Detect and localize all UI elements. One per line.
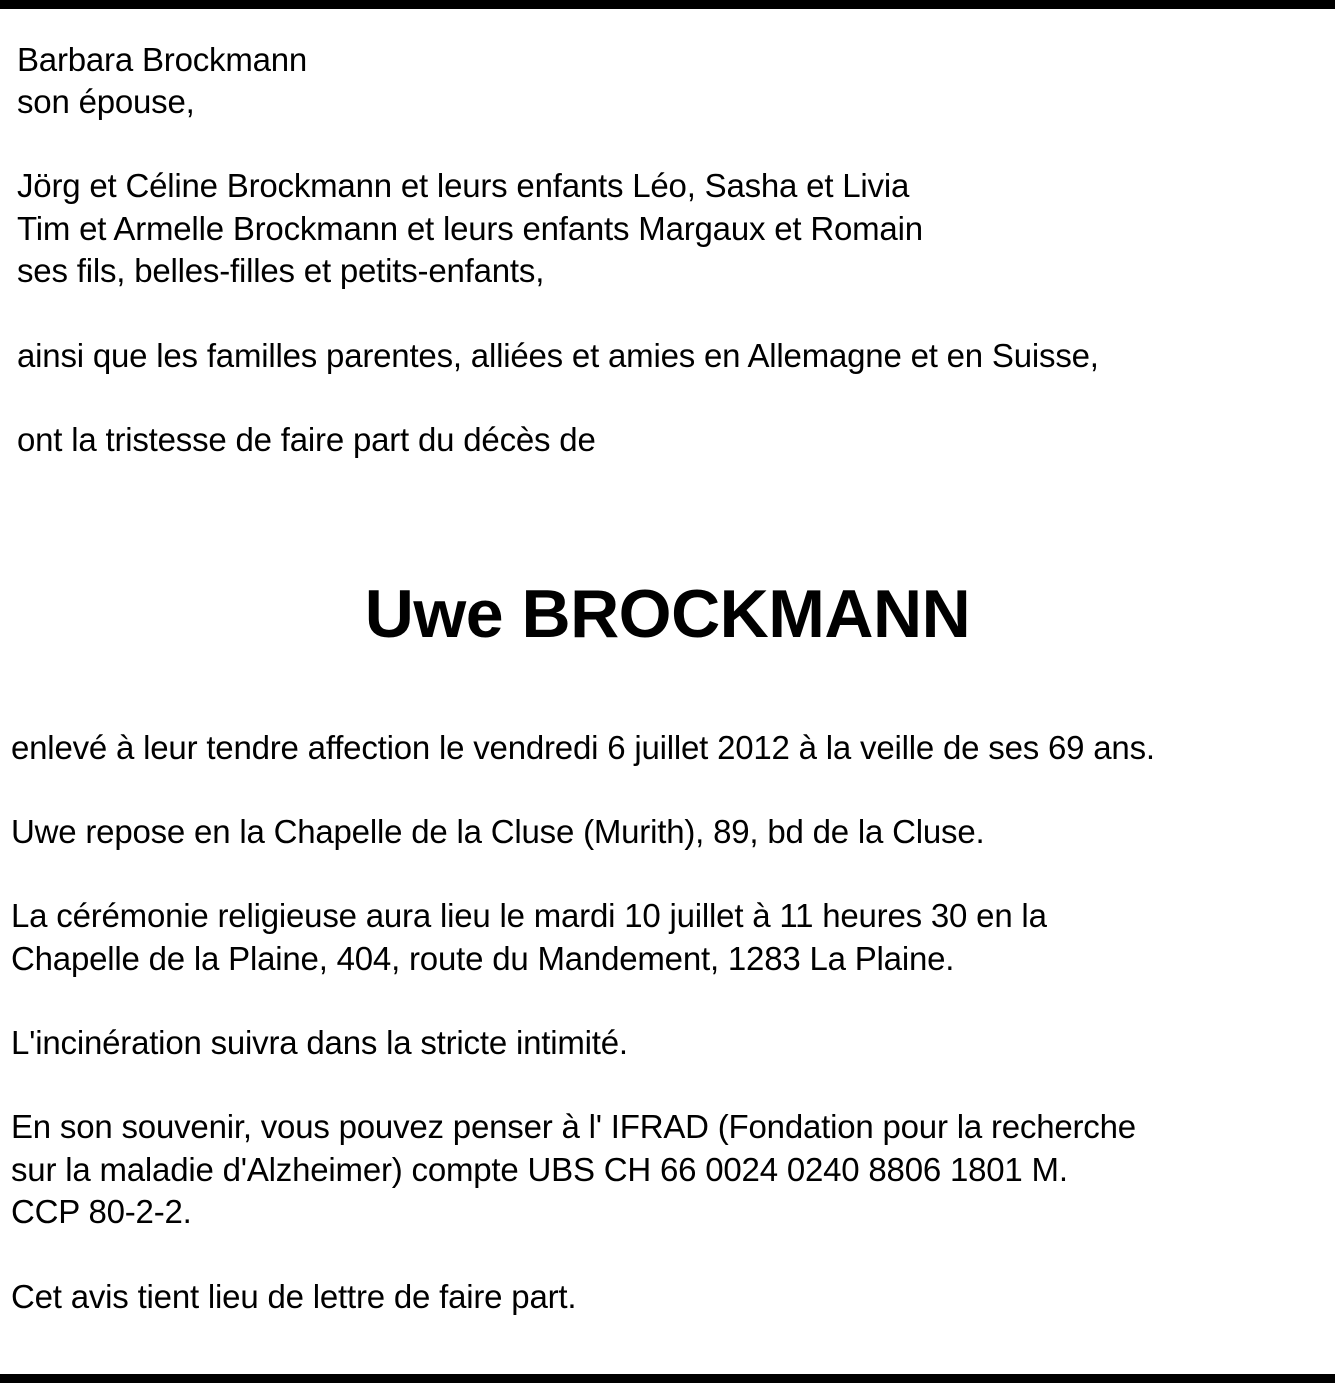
rest-line: Uwe repose en la Chapelle de la Cluse (Murith), 89, bd de la Cluse. bbox=[11, 813, 985, 850]
children-line: Jörg et Céline Brockmann et leurs enfants Léo, Sasha et Livia bbox=[17, 167, 910, 204]
cremation-line: L'incinération suivra dans la stricte intimité. bbox=[11, 1024, 628, 1061]
donation-line: En son souvenir, vous pouvez penser à l' IFRAD (Fondation pour la recherche bbox=[11, 1108, 1136, 1145]
deceased-name: Uwe BROCKMANN bbox=[364, 576, 971, 652]
children-line: Tim et Armelle Brockmann et leurs enfants Margaux et Romain bbox=[17, 210, 923, 247]
ceremony-line: Chapelle de la Plaine, 404, route du Mandement, 1283 La Plaine. bbox=[11, 940, 955, 977]
relatives-line: ainsi que les familles parentes, alliées et amies en Allemagne et en Suisse, bbox=[17, 337, 1099, 374]
announcement-line: ont la tristesse de faire part du décès de bbox=[17, 421, 596, 458]
children-line: ses fils, belles-filles et petits-enfants, bbox=[17, 252, 545, 289]
donation-line: sur la maladie d'Alzheimer) compte UBS CH 66 0024 0240 8806 1801 M. bbox=[11, 1151, 1068, 1188]
closing-line: Cet avis tient lieu de lettre de faire part. bbox=[11, 1278, 577, 1315]
donation-line: CCP 80-2-2. bbox=[11, 1193, 192, 1230]
passing-line: enlevé à leur tendre affection le vendredi 6 juillet 2012 à la veille de ses 69 ans. bbox=[11, 729, 1155, 766]
spouse-role: son épouse, bbox=[17, 83, 195, 120]
spouse-name: Barbara Brockmann bbox=[17, 41, 308, 78]
bottom-border-rule bbox=[0, 1374, 1335, 1383]
ceremony-line: La cérémonie religieuse aura lieu le mardi 10 juillet à 11 heures 30 en la bbox=[11, 897, 1047, 934]
top-border-rule bbox=[0, 0, 1335, 9]
